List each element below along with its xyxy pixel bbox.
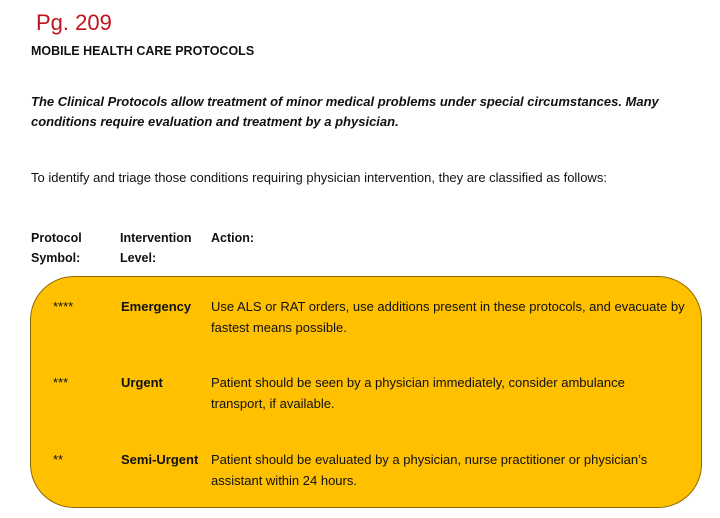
protocol-symbol: **** xyxy=(53,299,74,314)
action-text xyxy=(211,372,711,414)
header-protocol-symbol xyxy=(31,228,82,268)
document-heading: MOBILE HEALTH CARE PROTOCOLS xyxy=(31,44,255,58)
header-intervention-level xyxy=(120,228,192,268)
action-text xyxy=(211,296,711,338)
intro-line: The Clinical Protocols allow treatment of minor medical problems under special circumstances. Many xyxy=(31,94,659,109)
action-line: Use ALS or RAT orders, use additions present in these protocols, and evacuate by xyxy=(211,299,685,314)
action-line: Patient should be evaluated by a physician, nurse practitioner or physician’s xyxy=(211,452,648,467)
intervention-level: Emergency xyxy=(121,299,192,314)
action-line: transport, if available. xyxy=(211,396,335,411)
header-line: Intervention xyxy=(120,231,192,245)
intro-paragraph xyxy=(31,92,691,132)
action-line: Patient should be seen by a physician immediately, consider ambulance xyxy=(211,375,625,390)
header-line: Symbol: xyxy=(31,251,81,265)
action-line: assistant within 24 hours. xyxy=(211,473,357,488)
intro-line: conditions require evaluation and treatment by a physician. xyxy=(31,114,399,129)
header-action: Action: xyxy=(211,231,255,245)
lead-text: To identify and triage those conditions requiring physician intervention, they are classified as follows: xyxy=(31,170,607,185)
protocol-symbol: *** xyxy=(53,375,69,390)
intervention-level: Urgent xyxy=(121,375,163,390)
header-line: Level: xyxy=(120,251,157,265)
header-line: Protocol xyxy=(31,231,82,245)
intervention-level: Semi-Urgent xyxy=(121,452,199,467)
action-line: fastest means possible. xyxy=(211,320,347,335)
action-text xyxy=(211,449,711,491)
protocol-symbol: ** xyxy=(53,452,64,467)
page-label: Pg. 209 xyxy=(36,10,112,35)
